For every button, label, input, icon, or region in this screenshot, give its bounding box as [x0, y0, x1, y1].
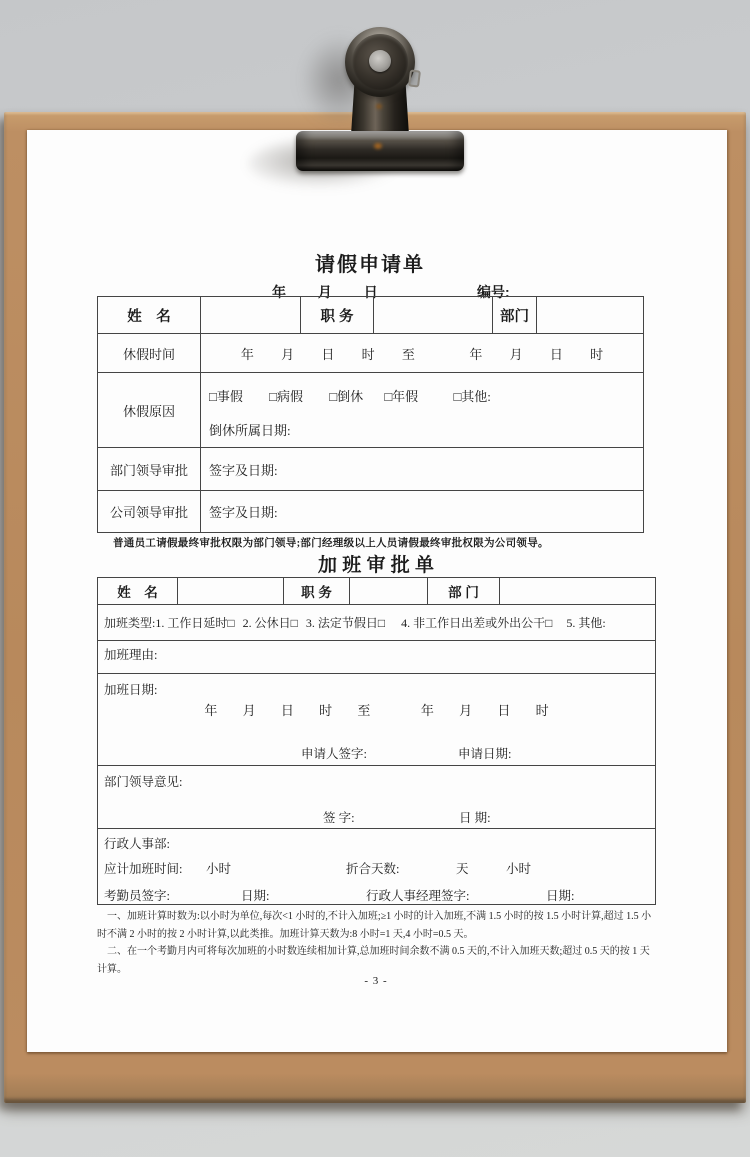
dept-opinion-label: 部门领导意见: [104, 775, 183, 789]
table-row [98, 448, 644, 491]
clip-knob [345, 27, 415, 97]
name-label: 姓 名 [98, 297, 201, 334]
job-value-cell [350, 578, 428, 605]
overtime-footnotes [97, 908, 657, 978]
overtime-form-table [97, 577, 656, 905]
hours-unit: 小时 [206, 862, 232, 876]
job-label: 职 务 [301, 297, 374, 334]
company-leader-approve-label: 公司领导审批 [98, 491, 201, 533]
hr-dept-label: 行政人事部: [104, 837, 170, 851]
checkbox-other-overtime: 5. 其他: [566, 616, 606, 630]
footnote-2: 二、在一个考勤月内可将每次加班的小时数连续相加计算,总加班时间余数不满 0.5 天的,不计入加班天数;超过 0.5 天的按 1 天计算。 [97, 946, 650, 975]
leave-form-table [97, 296, 644, 533]
leave-form-note: 普通员工请假最终审批权限为部门领导;部门经理级以上人员请假最终审批权限为公司领导。 [113, 538, 549, 549]
leave-type-options [209, 386, 491, 405]
leave-form-number-label: 编号: [477, 284, 510, 300]
company-leader-sign-cell: 签字及日期: [201, 491, 644, 533]
vacation-time-cell [201, 334, 644, 373]
hr-manager-sign-label: 行政人事经理签字: [366, 889, 470, 903]
checkbox-other-leave: □其他: [453, 389, 491, 404]
table-row [98, 297, 644, 334]
job-label: 职 务 [284, 578, 350, 605]
vacation-reason-label: 休假原因 [98, 373, 201, 448]
clip-knob-hole [369, 50, 391, 72]
clip-glint [376, 104, 382, 109]
checkbox-workday-overtime: 1. 工作日延时□ [155, 616, 235, 630]
job-value-cell [374, 297, 493, 334]
overtime-date-label: 加班日期: [104, 683, 158, 697]
leave-form-date-line: 年 月 日 [272, 284, 378, 300]
page-number: - 3 - [364, 975, 388, 987]
overtime-type-cell [98, 605, 656, 641]
clip-glint [374, 143, 382, 149]
attendant-date-label: 日期: [241, 889, 270, 903]
apply-date-label: 申请日期: [458, 747, 512, 761]
vacation-time-blanks: 年 月 日 时 至 年 月 日 时 [240, 346, 604, 362]
table-row [98, 334, 644, 373]
days-unit: 天 [456, 862, 469, 876]
hours-unit-2: 小时 [506, 862, 532, 876]
checkbox-personal-leave: □事假 [209, 389, 243, 404]
converted-days-label: 折合天数: [346, 862, 400, 876]
comp-leave-date-label: 倒休所属日期: [209, 423, 291, 438]
checkbox-comp-leave: □倒休 [329, 389, 364, 404]
leave-form-title: 请假申请单 [315, 254, 425, 276]
table-row [98, 766, 656, 829]
dept-leader-sign-cell: 签字及日期: [201, 448, 644, 491]
checkbox-public-holiday: 2. 公休日□ [242, 616, 298, 630]
name-value-cell [178, 578, 284, 605]
hr-manager-date-label: 日期: [546, 889, 575, 903]
clip-knob-face [352, 34, 408, 90]
footnote-1: 一、加班计算时数为:以小时为单位,每次<1 小时的,不计入加班;≥1 小时的计入加班,不满 1.5 小时的按 1.5 小时计算,超过 1.5 小时不满 2 小时的按 2 小时计算,以此类推。加班计算天数为:8 小时=1 天,4 小时=0.5 天。 [97, 911, 652, 940]
table-row [98, 491, 644, 533]
checkbox-sick-leave: □病假 [269, 389, 303, 404]
overtime-form-title: 加 班 审 批 单 [317, 555, 435, 576]
table-row [98, 373, 644, 448]
hr-dept-cell [98, 829, 656, 905]
vacation-reason-cell [201, 373, 644, 448]
opinion-date-label: 日 期: [459, 811, 491, 825]
form-paper [27, 130, 727, 1052]
overtime-reason-cell: 加班理由: [98, 641, 656, 674]
overtime-date-blanks: 年 月 日 时 至 年 月 日 时 [204, 703, 549, 718]
overtime-hours-label: 应计加班时间: [104, 862, 183, 876]
dept-leader-approve-label: 部门领导审批 [98, 448, 201, 491]
checkbox-business-trip: 4. 非工作日出差或外出公干□ [401, 616, 553, 630]
vacation-time-label: 休假时间 [98, 334, 201, 373]
name-label: 姓 名 [98, 578, 178, 605]
table-row [98, 641, 656, 674]
applicant-sign-label: 申请人签字: [301, 747, 367, 761]
attendant-sign-label: 考勤员签字: [104, 889, 170, 903]
overtime-date-cell [98, 674, 656, 766]
opinion-sign-label: 签 字: [323, 811, 355, 825]
clip-lever-icon [408, 69, 421, 87]
checkbox-annual-leave: □年假 [384, 389, 419, 404]
checkbox-legal-holiday: 3. 法定节假日□ [305, 616, 386, 630]
dept-value-cell [500, 578, 656, 605]
table-row [98, 605, 656, 641]
clip-bar [296, 131, 464, 171]
dept-label: 部 门 [428, 578, 500, 605]
overtime-type-prefix: 加班类型: [104, 616, 156, 630]
dept-value-cell [537, 297, 644, 334]
table-row [98, 674, 656, 766]
name-value-cell [201, 297, 301, 334]
dept-opinion-cell [98, 766, 656, 829]
table-row [98, 578, 656, 605]
dept-label: 部门 [493, 297, 537, 334]
table-row [98, 829, 656, 905]
